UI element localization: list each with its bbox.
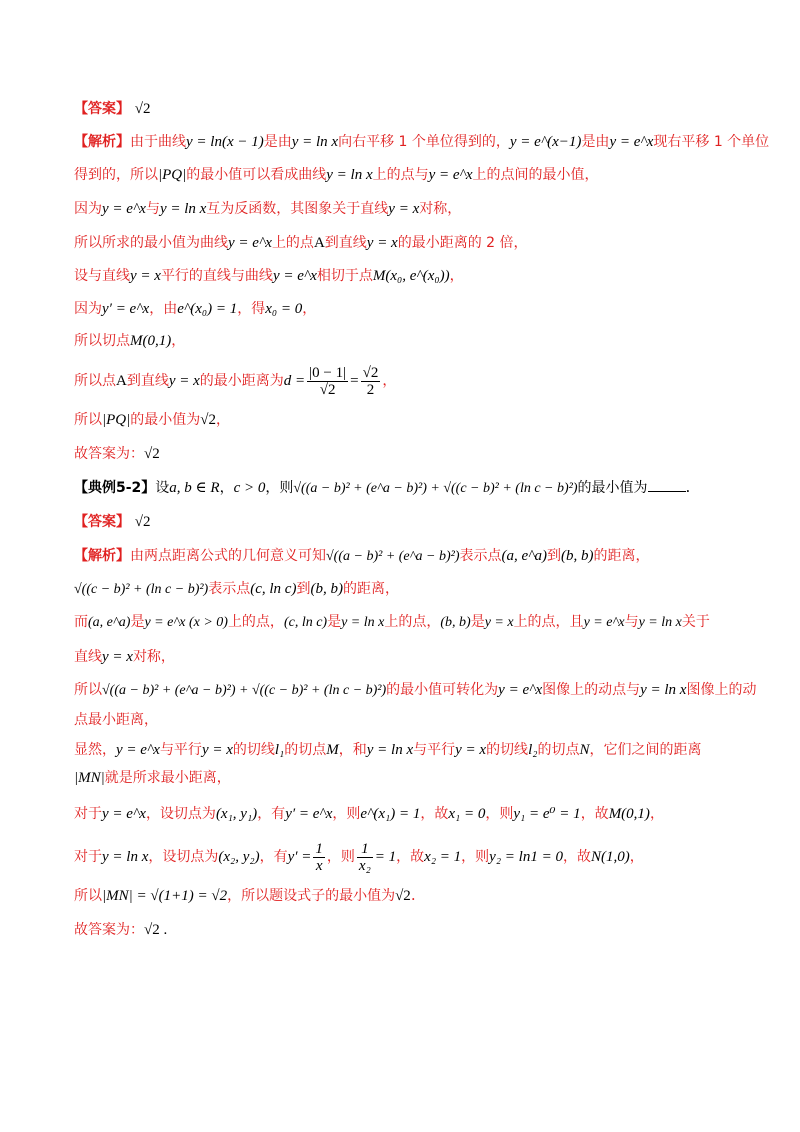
fraction xyxy=(361,365,381,398)
text: 设 xyxy=(155,480,170,496)
math: √((c − b)² + (ln c − b)²) xyxy=(74,582,209,597)
text: ， xyxy=(302,301,317,317)
fraction-denominator: √2 xyxy=(319,381,336,398)
text: 得到的，所以 xyxy=(74,167,158,183)
text: ，由 xyxy=(149,301,178,317)
text: 对称， xyxy=(419,201,462,217)
fraction xyxy=(307,365,348,398)
text: ，故 xyxy=(580,806,609,822)
analysis-line-7 xyxy=(74,329,185,352)
text: ，则 xyxy=(485,806,514,822)
math: x₀ = 0 xyxy=(265,301,303,317)
math: y = x xyxy=(455,742,487,758)
text: 的最小值为 xyxy=(577,480,648,496)
math: (c, ln c) xyxy=(283,615,328,630)
math: y = e^x xyxy=(272,268,317,284)
analysis2-line-1 xyxy=(74,544,650,568)
text: 图像上的动点与 xyxy=(542,682,641,698)
math: M xyxy=(326,742,339,758)
analysis-line-4 xyxy=(74,231,528,254)
math: M(x₀, e^(x₀)) xyxy=(372,268,450,284)
text: 故答案为： xyxy=(74,922,144,938)
text: 的切点 xyxy=(284,742,327,758)
math: y = ln(x − 1) xyxy=(186,134,264,150)
text: 的距离， xyxy=(593,548,650,564)
text: 就是所求最小距离， xyxy=(104,770,231,786)
math: |PQ| xyxy=(102,412,131,428)
analysis-line-3 xyxy=(74,197,461,220)
math: √((a − b)² + (e^a − b)²) + √((c − b)² + (ln c − b)²) xyxy=(293,481,578,496)
text: ，故 xyxy=(420,806,449,822)
math: y = ln x xyxy=(640,682,687,698)
math: y = ln x xyxy=(341,615,385,630)
analysis-line-2 xyxy=(74,163,599,186)
text: 的切线 xyxy=(486,742,529,758)
text: 的最小值可以看成曲线 xyxy=(186,167,327,183)
text: 的距离， xyxy=(342,581,399,597)
answer-line-1 xyxy=(74,97,151,120)
text: 到 xyxy=(547,548,561,564)
text: 的最小距离的 2 倍， xyxy=(397,235,528,251)
math: y₂ = ln1 = 0 xyxy=(489,849,563,865)
math: l₁ xyxy=(274,742,285,758)
math: √2 xyxy=(395,888,411,904)
text: 互为反函数，其图象关于直线 xyxy=(206,201,389,217)
text: 对称， xyxy=(132,649,175,665)
text: 表示点 xyxy=(208,581,251,597)
math: y = ln x xyxy=(159,201,207,217)
text: 平行的直线与曲线 xyxy=(160,268,273,284)
math: y = e^x xyxy=(609,134,654,150)
text: ， xyxy=(219,480,234,496)
text: ，得 xyxy=(237,301,266,317)
text: 因为 xyxy=(74,301,102,317)
text: ，则 xyxy=(332,806,361,822)
fraction-numerator: √2 xyxy=(362,364,379,381)
text: 的最小值为 xyxy=(130,412,201,428)
math: y = e^x (x > 0) xyxy=(144,615,228,630)
text: 所以 xyxy=(74,412,102,428)
analysis2-line-8 xyxy=(74,766,231,789)
text: ， xyxy=(629,849,644,865)
text: 与 xyxy=(145,201,160,217)
text: . xyxy=(685,478,691,496)
math: (a, e^a) xyxy=(501,548,547,564)
math: e^(x₀) = 1 xyxy=(177,301,238,317)
text: 由于曲线 xyxy=(130,134,186,150)
math: (b, b) xyxy=(440,615,471,630)
text: 图像上的动 xyxy=(686,682,757,698)
fraction xyxy=(357,841,373,874)
fraction-numerator: |0 − 1| xyxy=(309,364,347,381)
math: y = e^x xyxy=(498,682,543,698)
math: y = e^(x−1) xyxy=(509,134,582,150)
math: (b, b) xyxy=(310,581,343,597)
answer-value: √2 xyxy=(134,514,151,530)
text: 上的点， xyxy=(227,614,284,630)
text: 的最小距离为 xyxy=(199,373,284,389)
text: ，和 xyxy=(338,742,367,758)
text: ， xyxy=(449,268,464,284)
analysis2-line-10 xyxy=(74,838,644,875)
text: 到直线 xyxy=(324,235,367,251)
math: c > 0 xyxy=(233,480,266,496)
math: |PQ| xyxy=(158,167,187,183)
math: = xyxy=(350,373,359,389)
fraction-denominator: 2 xyxy=(366,381,375,398)
text: 是 xyxy=(130,614,145,630)
text: 与 xyxy=(624,614,639,630)
answer-blank xyxy=(648,477,686,492)
math: |MN| = √(1+1) = √2 xyxy=(102,888,228,904)
math: y = e^x xyxy=(116,742,160,758)
math: y = e^x xyxy=(102,201,146,217)
analysis-line-5 xyxy=(74,264,464,287)
math: y = e^x xyxy=(583,615,625,630)
example-tag: 【典例5-2】 xyxy=(74,480,156,496)
math: √2 . xyxy=(144,922,168,938)
text: 是 xyxy=(470,614,485,630)
math: d = xyxy=(283,373,306,389)
text: 上的点间的最小值， xyxy=(472,167,599,183)
math: l₂ xyxy=(528,742,538,758)
math: e^(x₁) = 1 xyxy=(360,806,421,822)
text: ，有 xyxy=(259,849,288,865)
text: 点最小距离， xyxy=(74,712,158,728)
answer-value: √2 xyxy=(134,101,151,117)
text: 关于 xyxy=(681,614,710,630)
text: 直线 xyxy=(74,649,102,665)
text: ，故 xyxy=(396,849,425,865)
math: √((a − b)² + (e^a − b)²) + √((c − b)² + (ln c − b)²) xyxy=(102,683,387,698)
text: 由两点距离公式的几何意义可知 xyxy=(130,548,326,564)
text: 现右平移 1 个单位 xyxy=(653,134,770,150)
math: A xyxy=(116,373,127,389)
text: 的最小值可转化为 xyxy=(386,682,499,698)
example-question xyxy=(74,476,690,500)
text: ，有 xyxy=(257,806,286,822)
text: 上的点 xyxy=(271,235,314,251)
text: ，则 xyxy=(265,480,294,496)
text: 上的点，且 xyxy=(513,614,584,630)
math: (x₁, y₁) xyxy=(215,806,258,822)
math: a, b ∈ R xyxy=(169,480,220,496)
analysis2-line-11 xyxy=(74,884,416,907)
math: M(0,1) xyxy=(608,806,650,822)
math: x₂ = 1 xyxy=(424,849,462,865)
math: = 1 xyxy=(374,849,397,865)
math: y = x xyxy=(388,201,420,217)
text: 与平行 xyxy=(159,742,202,758)
analysis-line-6 xyxy=(74,297,316,320)
text: 所以 xyxy=(74,888,102,904)
math: y = x xyxy=(366,235,398,251)
answer-line-2 xyxy=(74,510,151,533)
text: 上的点， xyxy=(384,614,441,630)
math: √2 xyxy=(200,412,216,428)
math: N(1,0) xyxy=(590,849,630,865)
text: ，它们之间的距离 xyxy=(589,742,702,758)
answer-tag: 【答案】 xyxy=(74,101,130,117)
math: y = e^x xyxy=(228,235,272,251)
answer-tag: 【答案】 xyxy=(74,514,130,530)
math: y = ln x xyxy=(638,615,682,630)
fraction xyxy=(313,841,325,874)
math: (a, e^a) xyxy=(88,615,131,630)
text: 到直线 xyxy=(126,373,169,389)
math: y = x xyxy=(130,268,161,284)
text: 因为 xyxy=(74,201,102,217)
analysis2-line-12 xyxy=(74,918,167,941)
text: 相切于点 xyxy=(316,268,373,284)
text: 的切点 xyxy=(537,742,580,758)
math: √((a − b)² + (e^a − b)²) xyxy=(326,549,460,564)
math: (b, b) xyxy=(561,548,594,564)
analysis-line-8 xyxy=(74,362,396,399)
math: (x₂, y₂) xyxy=(218,849,260,865)
analysis2-line-3 xyxy=(74,611,710,634)
analysis2-line-6 xyxy=(74,708,158,731)
text: 是由 xyxy=(581,134,610,150)
text: . xyxy=(410,886,416,904)
analysis2-line-9 xyxy=(74,802,664,825)
analysis2-line-4 xyxy=(74,645,175,668)
text: ，所以题设式子的最小值为 xyxy=(227,888,396,904)
text: ， xyxy=(215,412,230,428)
math: y = ln x xyxy=(326,167,373,183)
text: 显然， xyxy=(74,742,116,758)
math: y′ = e^x xyxy=(285,806,333,822)
math: y′ = xyxy=(287,849,312,865)
text: 是 xyxy=(327,614,342,630)
fraction-numerator: 1 xyxy=(357,841,373,858)
math: y = ln x xyxy=(291,134,339,150)
math: y = e^x xyxy=(428,167,473,183)
text: 与平行 xyxy=(413,742,456,758)
math: x₁ = 0 xyxy=(448,806,486,822)
text: 表示点 xyxy=(459,548,502,564)
text: 所以 xyxy=(74,682,102,698)
math: y = e^x xyxy=(102,806,146,822)
text: ， xyxy=(649,806,664,822)
analysis2-line-7 xyxy=(74,738,701,761)
math: y₁ = e⁰ = 1 xyxy=(513,806,581,822)
text: ， xyxy=(382,373,397,389)
analysis-line-10 xyxy=(74,442,160,465)
text: ，则 xyxy=(461,849,490,865)
text: 所以所求的最小值为曲线 xyxy=(74,235,228,251)
math: y′ = e^x xyxy=(102,301,150,317)
math: |MN| xyxy=(74,770,105,786)
fraction-denominator: x xyxy=(315,857,323,874)
analysis-tag: 【解析】 xyxy=(74,134,130,150)
math: y = ln x xyxy=(366,742,414,758)
text: 设与直线 xyxy=(74,268,130,284)
text: 对于 xyxy=(74,849,102,865)
fraction-denominator: x₂ xyxy=(358,857,371,874)
fraction-numerator: 1 xyxy=(315,840,323,857)
text: 向右平移 1 个单位得到的， xyxy=(338,134,510,150)
math: M(0,1) xyxy=(130,333,172,349)
math: y = x xyxy=(102,649,133,665)
text: ，设切点为 xyxy=(148,849,219,865)
analysis-line-1 xyxy=(74,130,769,153)
math: y = x xyxy=(484,615,514,630)
text: 到 xyxy=(296,581,311,597)
text: 对于 xyxy=(74,806,102,822)
text: 故答案为： xyxy=(74,446,144,462)
text: 所以切点 xyxy=(74,333,130,349)
math: y = x xyxy=(201,742,233,758)
math: (c, ln c) xyxy=(250,581,297,597)
analysis2-line-5 xyxy=(74,678,756,702)
text: 而 xyxy=(74,614,88,630)
text: 上的点与 xyxy=(372,167,429,183)
analysis-tag: 【解析】 xyxy=(74,548,130,564)
text: ， xyxy=(171,333,186,349)
math: √2 xyxy=(144,446,160,462)
text: ，设切点为 xyxy=(145,806,216,822)
text: 所以点 xyxy=(74,373,116,389)
math: A xyxy=(313,235,325,251)
analysis2-line-2 xyxy=(74,577,399,601)
text: ，则 xyxy=(326,849,355,865)
text: ，故 xyxy=(562,849,591,865)
math: N xyxy=(579,742,590,758)
text: 是由 xyxy=(263,134,292,150)
math: y = ln x xyxy=(102,849,149,865)
analysis-line-9 xyxy=(74,408,230,431)
text: 的切线 xyxy=(232,742,275,758)
math: y = x xyxy=(168,373,200,389)
